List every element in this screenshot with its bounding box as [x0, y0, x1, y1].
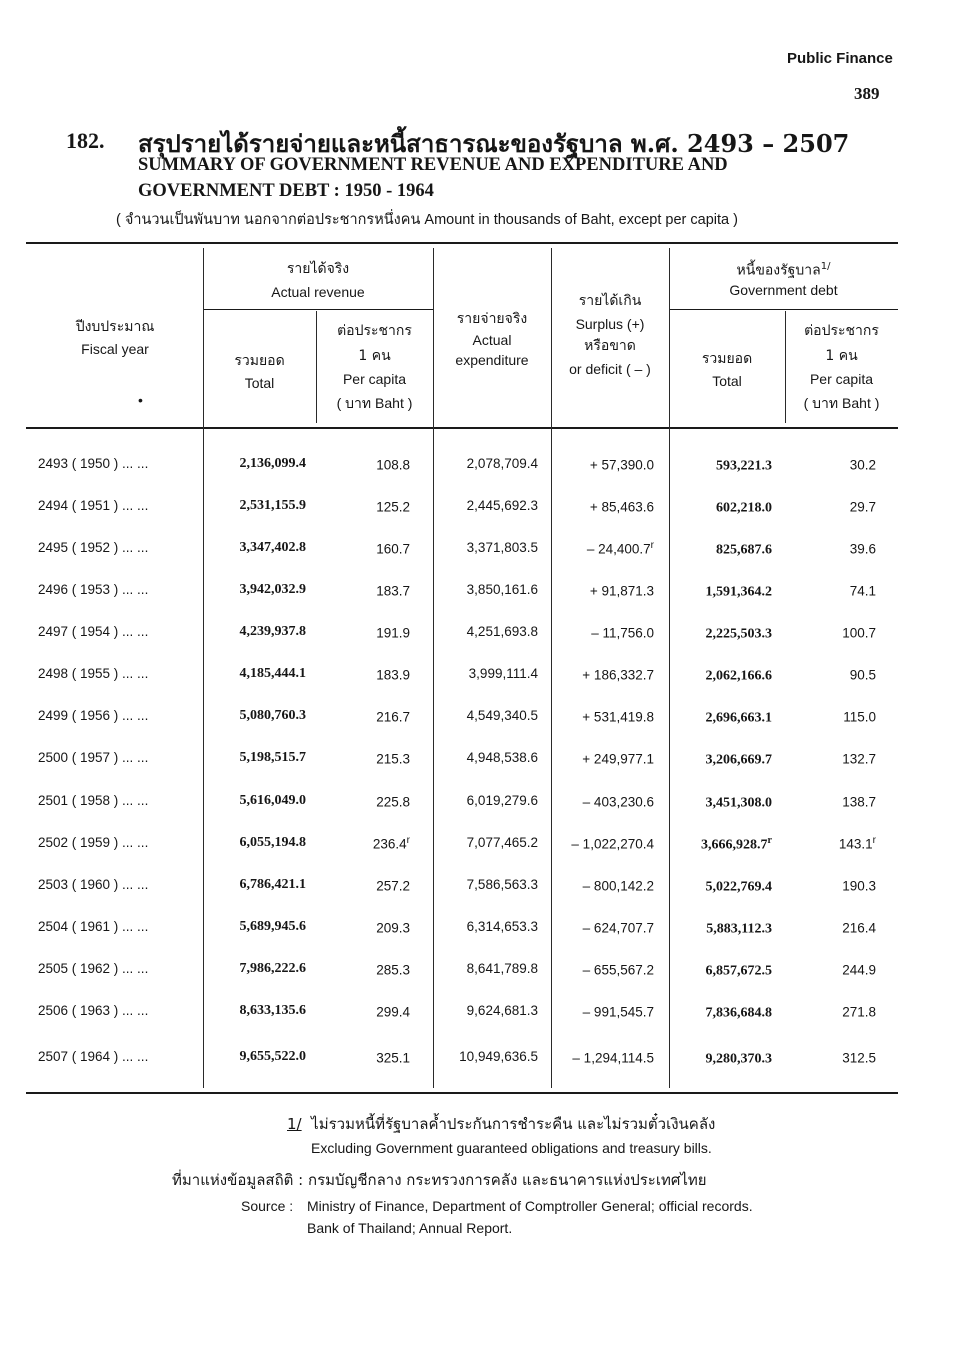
cell-fiscal-year: 2498 ( 1955 ) ... ...	[38, 666, 149, 681]
cell-debt-total: 5,022,769.4	[705, 879, 772, 895]
cell-fiscal-year: 2500 ( 1957 ) ... ...	[38, 750, 149, 765]
cell-revenue-total: 4,239,937.8	[239, 624, 306, 639]
header-per-capita-thai-2: 1 คน	[358, 348, 391, 364]
cell-expenditure: 10,949,636.5	[459, 1049, 538, 1064]
cell-debt-total: 3,451,308.0	[705, 795, 772, 811]
cell-fiscal-year: 2495 ( 1952 ) ... ...	[38, 540, 149, 555]
cell-debt-per-capita: 132.7	[842, 751, 876, 767]
cell-debt-total: 6,857,672.5	[705, 963, 772, 979]
header-debt-per-capita: Per capita	[809, 371, 874, 387]
cell-fiscal-year: 2497 ( 1954 ) ... ...	[38, 624, 149, 639]
header-fiscal-year: Fiscal year	[81, 341, 149, 357]
cell-expenditure: 4,948,538.6	[466, 750, 538, 765]
header-total: Total	[244, 375, 275, 391]
header-deficit-thai: หรือขาด	[584, 338, 636, 354]
cell-revenue-per-capita: 225.8	[376, 794, 410, 810]
cell-revenue-per-capita: 125.2	[376, 499, 410, 515]
cell-revenue-total: 6,055,194.8	[239, 835, 306, 850]
cell-revenue-per-capita: 299.4	[376, 1004, 410, 1020]
cell-fiscal-year: 2502 ( 1959 ) ... ...	[38, 835, 149, 850]
cell-surplus-deficit: + 57,390.0	[589, 457, 654, 473]
cell-revenue-total: 3,347,402.8	[239, 540, 306, 555]
cell-surplus-deficit: + 85,463.6	[589, 499, 654, 515]
cell-fiscal-year: 2507 ( 1964 ) ... ...	[38, 1049, 149, 1064]
header-expenditure-thai: รายจ่ายจริง	[456, 311, 528, 327]
debt-header-rule	[669, 309, 898, 310]
cell-debt-per-capita: 74.1	[849, 583, 876, 599]
header-surplus: Surplus (+)	[575, 316, 645, 332]
table-top-rule	[26, 242, 898, 244]
cell-revenue-per-capita: 325.1	[376, 1050, 410, 1066]
debt-footnote-ref: 1/	[820, 261, 831, 272]
cell-revenue-total: 5,198,515.7	[239, 750, 306, 765]
cell-debt-total: 7,836,684.8	[705, 1005, 772, 1021]
cell-debt-per-capita: 244.9	[842, 962, 876, 978]
header-debt-total-thai: รวมยอด	[701, 351, 753, 367]
cell-surplus-deficit: – 655,567.2	[582, 962, 654, 978]
cell-debt-per-capita: 30.2	[849, 457, 876, 473]
cell-revenue-per-capita: 183.9	[376, 667, 410, 683]
cell-revenue-per-capita: 257.2	[376, 878, 410, 894]
cell-debt-per-capita: 90.5	[849, 667, 876, 683]
cell-fiscal-year: 2496 ( 1953 ) ... ...	[38, 582, 149, 597]
cell-revenue-per-capita: 285.3	[376, 962, 410, 978]
header-debt-total: Total	[712, 373, 742, 389]
header-total-thai: รวมยอด	[234, 353, 285, 369]
cell-debt-per-capita: 271.8	[842, 1004, 876, 1020]
section-header: Public Finance	[787, 50, 893, 67]
cell-expenditure: 4,549,340.5	[466, 708, 538, 723]
cell-revenue-per-capita: 191.9	[376, 625, 410, 641]
cell-debt-total: 5,883,112.3	[706, 921, 772, 937]
cell-debt-total: 9,280,370.3	[705, 1051, 772, 1067]
header-bottom-rule	[26, 427, 898, 429]
cell-debt-per-capita: 190.3	[842, 878, 876, 894]
unit-note: ( จำนวนเป็นพันบาท นอกจากต่อประชากรหนึ่งคน Amount in thousands of Baht, except per capita )	[116, 212, 738, 228]
cell-revenue-per-capita: 183.7	[376, 583, 410, 599]
cell-surplus-deficit: – 991,545.7	[582, 1004, 654, 1020]
cell-fiscal-year: 2503 ( 1960 ) ... ...	[38, 877, 149, 892]
cell-revenue-total: 7,986,222.6	[239, 961, 306, 976]
revenue-header-rule	[203, 309, 433, 310]
header-deficit: or deficit ( – )	[569, 361, 651, 377]
cell-surplus-deficit: + 531,419.8	[582, 709, 654, 725]
footnote-english: Excluding Government guaranteed obligations and treasury bills.	[311, 1140, 712, 1156]
cell-debt-per-capita: 39.6	[849, 541, 876, 557]
header-per-capita-unit: ( บาท Baht )	[336, 395, 413, 411]
cell-surplus-deficit: – 800,142.2	[582, 878, 654, 894]
header-fiscal-year-thai: ปีงบประมาณ	[75, 319, 155, 335]
cell-surplus-deficit: + 91,871.3	[589, 583, 654, 599]
header-revenue-thai: รายได้จริง	[286, 261, 350, 277]
header-per-capita-thai: ต่อประชากร	[337, 323, 412, 339]
cell-fiscal-year: 2506 ( 1963 ) ... ...	[38, 1003, 149, 1018]
cell-debt-per-capita: 100.7	[842, 625, 876, 641]
cell-revenue-per-capita: 216.7	[376, 709, 410, 725]
cell-revenue-total: 5,689,945.6	[239, 919, 306, 934]
cell-fiscal-year: 2504 ( 1961 ) ... ...	[38, 919, 149, 934]
cell-revenue-total: 9,655,522.0	[239, 1049, 306, 1064]
page-number: 389	[854, 84, 880, 103]
cell-fiscal-year: 2494 ( 1951 ) ... ...	[38, 498, 149, 513]
source-english-1: Ministry of Finance, Department of Comptroller General; official records.	[307, 1198, 753, 1214]
source-thai: ที่มาแห่งข้อมูลสถิติ : กรมบัญชีกลาง กระทรวงการคลัง และธนาคารแห่งประเทศไทย	[172, 1171, 707, 1189]
footnote-ref: 1/	[287, 1115, 302, 1133]
cell-expenditure: 3,371,803.5	[466, 540, 538, 555]
cell-debt-total: 2,225,503.3	[705, 626, 772, 642]
cell-debt-per-capita: 312.5	[842, 1050, 876, 1066]
title-english-line2: GOVERNMENT DEBT : 1950 - 1964	[138, 181, 434, 201]
cell-surplus-deficit: – 11,756.0	[591, 625, 654, 641]
cell-debt-per-capita: 216.4	[842, 920, 876, 936]
cell-debt-total: 825,687.6	[716, 542, 772, 558]
header-surplus-thai: รายได้เกิน	[578, 293, 642, 309]
cell-expenditure: 6,314,653.3	[466, 919, 538, 934]
cell-expenditure: 8,641,789.8	[466, 961, 538, 976]
header-debt-per-capita-thai-2: 1 คน	[825, 348, 858, 364]
cell-debt-total: 602,218.0	[716, 500, 772, 516]
cell-expenditure: 9,624,681.3	[466, 1003, 538, 1018]
source-label: Source :	[241, 1198, 294, 1214]
title-thai: สรุปรายได้รายจ่ายและหนี้สาธารณะของรัฐบาล พ.ศ. 2493 – 2507	[138, 129, 850, 158]
cell-debt-per-capita: 115.0	[843, 709, 876, 725]
header-per-capita: Per capita	[342, 371, 407, 387]
footnote-thai: 1/ ไม่รวมหนี้ที่รัฐบาลค้ำประกันการชำระคืน และไม่รวมตั๋วเงินคลัง	[287, 1115, 716, 1133]
cell-revenue-per-capita: 209.3	[376, 920, 410, 936]
cell-expenditure: 4,251,693.8	[466, 624, 538, 639]
header-debt-per-capita-unit: ( บาท Baht )	[803, 395, 880, 411]
header-bullet: •	[138, 392, 143, 408]
cell-surplus-deficit: – 24,400.7$^r$	[586, 540, 654, 557]
cell-expenditure: 7,077,465.2	[466, 835, 538, 850]
cell-expenditure: 2,078,709.4	[466, 456, 538, 471]
cell-revenue-total: 8,633,135.6	[239, 1003, 306, 1018]
cell-fiscal-year: 2501 ( 1958 ) ... ...	[38, 793, 149, 808]
cell-fiscal-year: 2493 ( 1950 ) ... ...	[38, 456, 149, 471]
cell-expenditure: 2,445,692.3	[466, 498, 538, 513]
cell-revenue-total: 4,185,444.1	[239, 666, 306, 681]
revised-mark: r	[872, 835, 876, 846]
revised-mark: r	[767, 835, 772, 846]
title-english-line1: SUMMARY OF GOVERNMENT REVENUE AND EXPENDITURE AND	[138, 155, 728, 175]
header-debt: Government debt	[729, 282, 838, 298]
revised-mark: r	[406, 835, 410, 846]
cell-revenue-per-capita: 160.7	[376, 541, 410, 557]
cell-surplus-deficit: + 249,977.1	[582, 751, 654, 767]
source-english-2: Bank of Thailand; Annual Report.	[307, 1220, 513, 1236]
cell-surplus-deficit: – 624,707.7	[582, 920, 654, 936]
cell-debt-total: 2,062,166.6	[705, 668, 772, 684]
header-debt-per-capita-thai: ต่อประชากร	[804, 323, 879, 339]
table-bottom-rule	[26, 1092, 898, 1094]
header-expenditure-1: Actual	[472, 332, 512, 348]
cell-surplus-deficit: – 1,294,114.5	[572, 1050, 654, 1066]
cell-surplus-deficit: + 186,332.7	[582, 667, 654, 683]
cell-fiscal-year: 2499 ( 1956 ) ... ...	[38, 708, 149, 723]
cell-debt-total: 1,591,364.2	[705, 584, 772, 600]
column-divider	[433, 248, 434, 1088]
header-debt-thai: หนี้ของรัฐบาล$^{1/}$	[736, 261, 831, 279]
cell-debt-per-capita: 29.7	[849, 499, 876, 515]
header-revenue: Actual revenue	[271, 284, 365, 300]
cell-debt-per-capita: 143.1$^r$	[838, 835, 876, 852]
cell-fiscal-year: 2505 ( 1962 ) ... ...	[38, 961, 149, 976]
cell-expenditure: 3,999,111.4	[468, 666, 538, 681]
cell-surplus-deficit: – 403,230.6	[582, 794, 654, 810]
cell-revenue-per-capita: 236.4$^r$	[372, 835, 410, 852]
revised-mark: r	[650, 540, 654, 551]
cell-revenue-total: 2,136,099.4	[239, 456, 306, 471]
cell-expenditure: 6,019,279.6	[466, 793, 538, 808]
cell-revenue-total: 6,786,421.1	[239, 877, 306, 892]
cell-debt-per-capita: 138.7	[842, 794, 876, 810]
header-expenditure-2: expenditure	[455, 352, 529, 368]
cell-expenditure: 7,586,563.3	[466, 877, 538, 892]
cell-revenue-per-capita: 108.8	[376, 457, 410, 473]
cell-expenditure: 3,850,161.6	[466, 582, 538, 597]
cell-debt-total: 3,206,669.7	[705, 752, 772, 768]
cell-debt-total: 3,666,928.7$^r$	[701, 835, 772, 853]
table-number: 182.	[66, 128, 105, 153]
cell-revenue-total: 3,942,032.9	[239, 582, 306, 597]
cell-debt-total: 2,696,663.1	[705, 710, 772, 726]
cell-revenue-total: 2,531,155.9	[239, 498, 306, 513]
cell-surplus-deficit: – 1,022,270.4	[571, 836, 654, 852]
cell-debt-total: 593,221.3	[716, 458, 772, 474]
cell-revenue-per-capita: 215.3	[376, 751, 410, 767]
cell-revenue-total: 5,616,049.0	[239, 793, 306, 808]
cell-revenue-total: 5,080,760.3	[239, 708, 306, 723]
